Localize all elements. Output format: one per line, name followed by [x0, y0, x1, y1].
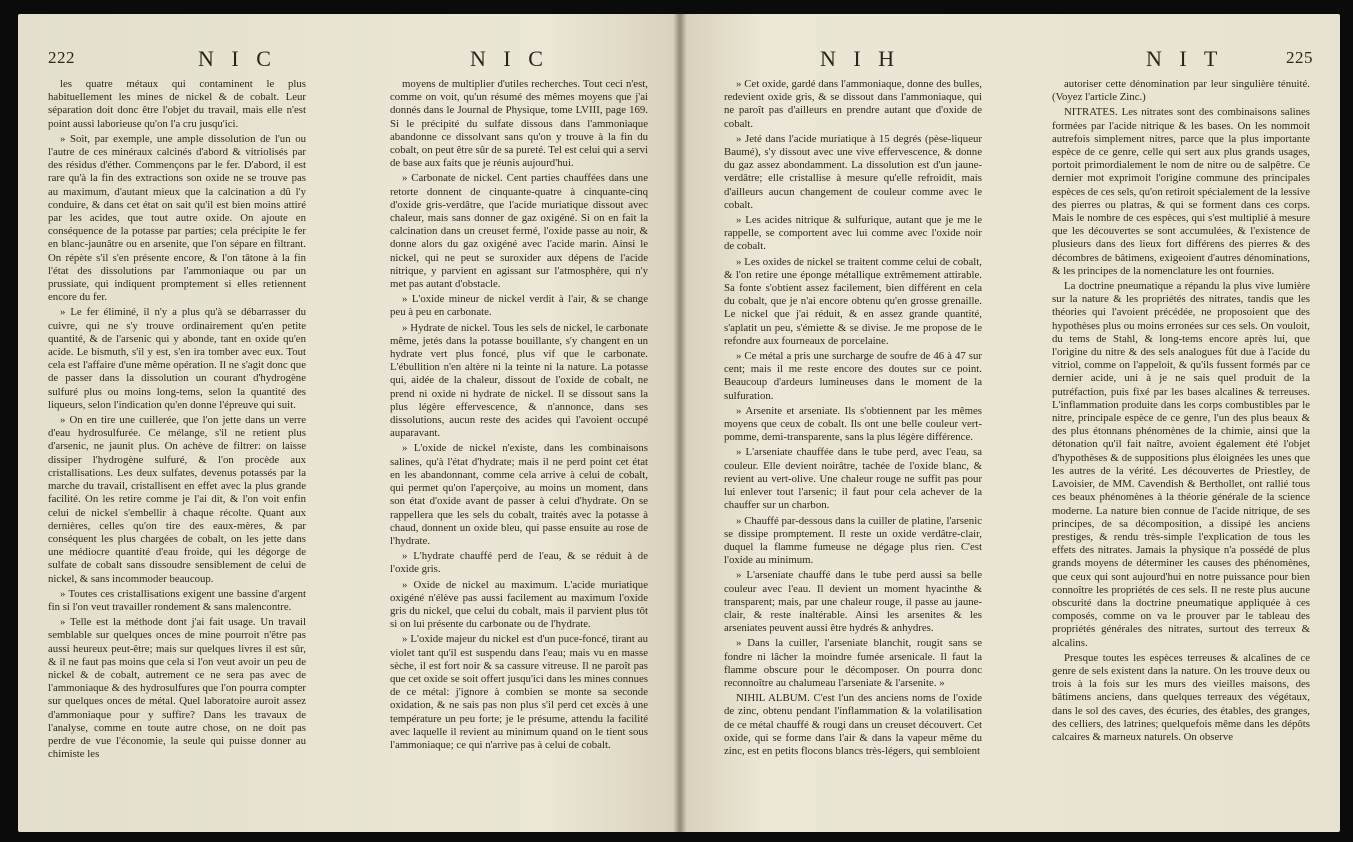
page-number-left: 222 — [48, 48, 75, 67]
right-page-column-1 — [724, 78, 982, 760]
paragraph: » Dans la cuiller, l'arseniate blanchit, rougit sans se fondre ni lâcher la moindre fumée arsenicale. Il faut la flamme obscure pour le décomposer. On pourra donc reconnoître au chalumeau l'arseniate & l'arsenite. » — [724, 637, 982, 689]
paragraph: » L'oxide majeur du nickel est d'un puce-foncé, tirant au violet tant qu'il est suspendu dans l'eau; mais vu en masse sèche, il est fort noir & sa cassure vitreuse. Il ne paroît pas que cet oxide se soit offert jusqu'ici dans les mines connues de ce métal: j'ignore à combien se monte sa seconde oxidation, & ne sais pas non plus s'il perd cet excès à une température un peu forte; je le présume, attendu la facilité avec laquelle il revient au minimum quand on le tient sous l'ammoniaque; ce qui n'arrive pas à celui de cobalt. — [390, 633, 648, 751]
right-page — [680, 14, 1340, 832]
paragraph: » Hydrate de nickel. Tous les sels de nickel, le carbonate même, jetés dans la potasse bouillante, s'y changent en un hydrate vert plus foncé, plus vif que le carbonate. L'ébullition n'en altère ni la teinte ni la nature. La potasse qui, aidée de la chaleur, dissout de l'oxide de cobalt, ne prend ni oxide ni hydrate de nickel. Il se dissout sans la plus légère effervescence, & n'annonce, dans ses dissolutions, aucun reste des acides qui l'avoient occupé auparavant. — [390, 321, 648, 440]
paragraph: » Cet oxide, gardé dans l'ammoniaque, donne des bulles, redevient oxide gris, & se dissout dans l'ammoniaque, qui ne paroît pas d'ailleurs en prendre autant que d'oxide de cobalt. — [724, 78, 982, 130]
paragraph: » Soit, par exemple, une ample dissolution de l'un ou l'autre de ces minéraux calcinés d'abord & vitriolisés par des résidus d'éther. Commençons par le fer. D'abord, il est rare qu'à la fin des extractions son oxide ne se trouve pas au maximum, d'autant mieux que la calcination a dû l'y conduire, & dans cet état on sait qu'il est bien moins attiré par les acides, que tout autre oxide. On ajoute en conséquence de la potasse par parties; cela précipite le fer en blanc-jaunâtre ou en arsenite, que l'on sépare en filtrant. On répète s'il s'en présente encore, & l'on tâtone à la fin l'état des dissolutions par l'ammoniaque ou par un prussiate, qui indiquent promptement si elles retiennent encore du fer. — [48, 132, 306, 304]
paragraph: NITRATES. Les nitrates sont des combinaisons salines formées par l'acide nitrique & les bases. On les nommoit autrefois simplement nitres, parce que la plus importante espèce de ce genre, celle qui sert aux plus grands usages, portoit primordialement le nom de nitre ou de salpêtre. Ce dernier mot exprimoit l'origine commune des principales espèces de ces sels, qu'on retiroit spécialement de la lessive des pierres ou platras, & qui se forment dans ces corps. Mais le nombre de ces espèces, qui s'est multiplié à mesure que les découvertes se sont accumulées, & l'existence de plusieurs dans des lieux fort différens des pierres & des décombres de bâtimens, exigeoient d'autres dénominations, & les principes de la nomenclature les ont fournies. — [1052, 106, 1310, 277]
paragraph: » Le fer éliminé, il n'y a plus qu'à se débarrasser du cuivre, qui ne s'y trouve ordinairement qu'en petite quantité, & de l'arsenic qui y abonde, tant en oxide qu'en acide. Le bismuth, s'il y est, s'en ira tomber avec eux. Tout cela est l'affaire d'une même opération. Il ne s'agit donc que de passer dans la dissolution un courant d'hydrogène sulfuré plus ou moins long-tems, selon la quantité des liqueurs, selon l'indication qu'en donne l'épreuve qui suit. — [48, 306, 306, 411]
paragraph: moyens de multiplier d'utiles recherches. Tout ceci n'est, comme on voit, qu'un résumé des mêmes moyens que j'ai donnés dans le Journal de Physique, tome LVIII, page 169. Si le précipité du sulfate dissous dans l'ammoniaque abandonne ce dissolvant sans qu'on y trouve à la fin du cobalt, on peut être sûr de sa pureté. Tel est celui qui a servi de base aux faits que je réunis aujourd'hui. — [390, 78, 648, 170]
running-head-right-b: N I T — [1146, 46, 1224, 71]
paragraph: » Les acides nitrique & sulfurique, autant que je me le rappelle, se comportent avec lui comme avec l'oxide noir de cobalt. — [724, 214, 982, 253]
left-page — [18, 14, 680, 832]
left-page-column-1 — [48, 78, 306, 763]
paragraph: » L'arseniate chauffée dans le tube perd, avec l'eau, sa couleur. Elle devient noirâtre, tachée de l'oxide blanc, & revient au vert-olive. Une chaleur rouge ne suffit pas pour lui enlever tout l'arsenic; il faut pour cela achever de la chauffer sur un charbon. — [724, 446, 982, 512]
running-head-right-a: N I H — [820, 46, 901, 71]
book-gutter — [673, 14, 687, 832]
right-page-column-2 — [1052, 78, 1310, 746]
paragraph: » L'oxide de nickel n'existe, dans les combinaisons salines, qu'à l'état d'hydrate; mais il ne perd point cet état en les abandonnant, comme cela arrive à celui de cobalt, qui permet qu'on l'aperçoive, au moins un moment, dans son état d'oxide avant de passer à celui d'hydrate. On se rappellera que les sels du cobalt, traités avec la potasse à chaud, donnent un oxide bleu, qui passe ensuite au rose de l'hydrate. — [390, 442, 648, 547]
paragraph: Presque toutes les espèces terreuses & alcalines de ce genre de sels existent dans la nature. On les trouve deux ou trois à la fois sur les murs des vieilles maisons, des bâtimens anciens, dans quelques terreaux des végétaux, dans le sol des caves, des écuries, des étables, des granges, des celliers, des latrines; quelquefois même dans les dépôts calcaires & marneux naturels. On observe — [1052, 651, 1310, 743]
paragraph: » L'hydrate chauffé perd de l'eau, & se réduit à de l'oxide gris. — [390, 550, 648, 576]
paragraph: NIHIL ALBUM. C'est l'un des anciens noms de l'oxide de zinc, obtenu pendant l'inflammation & la volatilisation de ce métal chauffé & rougi dans un creuset découvert. Cet oxide, qui se forme dans l'air & dans la vapeur même du zinc, est en petits flocons blancs très-légers, qui sembloient — [724, 692, 982, 757]
paragraph: » Telle est la méthode dont j'ai fait usage. Un travail semblable sur quelques onces de mine pourroit n'être pas aussi heureux peut-être; mais sur quelques livres il est sûr, & il ne faut pas moins que cela si l'on veut avoir un peu de nickel & de cobalt, autrement ce ne sera pas avec de l'ammoniaque & des hydrosulfures que l'on pourra compter sur quelques onces de métal. Quel laboratoire auroit assez d'ammoniaque pour y suffire? Dans les travaux de l'analyse, comme en toute autre chose, on ne doit pas perdre de vue l'économie, la seule qui puisse donner au chimiste les — [48, 616, 306, 761]
book-spread — [18, 14, 1340, 832]
right-page-header — [680, 46, 1340, 72]
paragraph: » Chauffé par-dessous dans la cuiller de platine, l'arsenic se dissipe promptement. Il reste un oxide verdâtre-clair, duquel la flamme fumeuse ne dégage plus rien. C'est l'oxide au minimum. — [724, 514, 982, 567]
page-number-right: 225 — [1286, 48, 1313, 67]
running-head-left-a: N I C — [198, 46, 277, 71]
paragraph: » Les oxides de nickel se traitent comme celui de cobalt, & l'on retire une éponge métallique extrêmement attirable. Sa fonte s'obtient assez facilement, bien différent en cela du cobalt, que je n'ai encore obtenu qu'en grosse grenaille. Le nickel que j'ai réduit, & en assez grande quantité, s'aplatit un peu, s'émiette & se divise. Je me propose de le refondre aux fourneaux de porcelaine. — [724, 255, 982, 347]
running-head-left-b: N I C — [470, 46, 549, 71]
paragraph: autoriser cette dénomination par leur singulière ténuité. (Voyez l'article Zinc.) — [1052, 78, 1310, 104]
paragraph: La doctrine pneumatique a répandu la plus vive lumière sur la nature & les propriétés des nitrates, tandis que les théories qui l'avoient précédée, ne proposoient que des hypothèses plus ou moins erronées sur ces sels. On vouloit, du tems de Stahl, & long-tems encore après lui, que l'origine du nitre & des sels analogues fût due à l'acide du vitriol, comme on l'appeloit, & qu'ils fussent formés par ce dernier acide, uni à je ne sais quel produit de la putréfaction, puis fixé par les bases alcalines & terreuses. L'inflammation produite dans les corps combustibles par le nitre, principale espèce de ce genre, l'un des plus beaux & des plus étonnans phénomènes de la chimie, ainsi que la détonation qu'il fait naître, avoient également été l'objet d'hypothèses & de suppositions plus éloignées les unes que les autres de la vérité. Les découvertes de Priestley, de Lavoisier, de MM. Cavendish & Berthollet, ont rallié tous ces beaux phénomènes à la théorie générale de la science moderne. La nature bien connue de l'acide nitrique, de ses principes, de sa décomposition, a dissipé les anciens prestiges, & rendu très-simple l'explication de tous les effets des nitrates. Jamais la physique n'a possédé de plus grands moyens de déterminer les causes des phénomènes, que ceux qui sont aujourd'hui en notre puissance pour bien connoître les propriétés de ces sels. Il ne reste plus aucune obscurité dans la doctrine pneumatique appliquée à ces composés, comme on va le prouver par le tableau des propriétés générales des nitrates, surtout des terreux & alcalins. — [1052, 280, 1310, 649]
paragraph: » Toutes ces cristallisations exigent une bassine d'argent fin si l'on veut travailler rondement & sans malencontre. — [48, 587, 306, 613]
paragraph: les quatre métaux qui contaminent le plus habituellement les mines de nickel & de cobalt. Leur séparation doit donc être l'objet du travail, mais elle n'est point aussi laborieuse qu'on l'a cru jusqu'ici. — [48, 78, 306, 130]
paragraph: » Carbonate de nickel. Cent parties chauffées dans une retorte donnent de cinquante-quatre à cinquante-cinq d'oxide gris-verdâtre, que l'acide muriatique dissout avec chaleur, mais sans donner de gaz oxigéné. Si on en fait la calcination dans un creuset fermé, l'oxide passe au noir, & donne alors du gaz oxigéné avec l'acide marin. Ainsi le nickel, qui ne peut se suroxider aux dépens de l'acide nitrique, y parvient en agissant sur l'atmosphère, qui n'y met pas autant d'obstacle. — [390, 172, 648, 291]
paragraph: » Arsenite et arseniate. Ils s'obtiennent par les mêmes moyens que ceux de cobalt. Ils ont une belle couleur vert-pomme, demi-transparente, sans la plus légère différence. — [724, 404, 982, 444]
paragraph: » On en tire une cuillerée, que l'on jette dans un verre d'eau hydrosulfurée. Ce mélange, s'il ne retient plus d'arsenic, ne jaunit plus. On achève de filtrer: on laisse dissiper l'hydrogène sulfuré, & l'on procède aux cristallisations. Les deux sulfates, devenus potassés par la marche du travail, cristallisent en effet avec la plus grande facilité. On les retire comme je l'ai dit, & l'on voit enfin celui de nickel s'embellir à chaque récolte. Quant aux dernières, celles qu'on tire des eaux-mères, & par conséquent les plus chargées de cobalt, on les jette dans une médiocre quantité d'eau froide, qui les dégorge de sulfate de cobalt sans dissoudre sensiblement de celui de nickel, & sans incommoder beaucoup. — [48, 414, 306, 585]
paragraph: » Ce métal a pris une surcharge de soufre de 46 à 47 sur cent; mais il me reste encore des doutes sur ce point. Beaucoup d'ardeurs lumineuses dans le moment de la sulfuration. — [724, 350, 982, 402]
paragraph: » L'arseniate chauffé dans le tube perd aussi sa belle couleur avec l'eau. Il devient un moment hyacinthe & transparent; mais, par une chaleur rouge, il passe au jaune-clair, & reste inaltérable. Ainsi les arsenites & les arseniates peuvent aussi être hydrés & anhydres. — [724, 569, 982, 635]
left-page-column-2 — [390, 78, 648, 754]
left-page-header — [18, 46, 680, 72]
paragraph: » L'oxide mineur de nickel verdit à l'air, & se change peu à peu en carbonate. — [390, 293, 648, 319]
paragraph: » Jeté dans l'acide muriatique à 15 degrés (pèse-liqueur Baumé), s'y dissout avec une vive effervescence, & donne du gaz assez abondamment. La dissolution est d'un jaune-verdâtre; elle cristallise à mesure qu'elle refroidit, mais d'ailleurs aucun changement de couleur comme avec le cobalt. — [724, 132, 982, 211]
paragraph: » Oxide de nickel au maximum. L'acide muriatique oxigéné n'élève pas aussi facilement au maximum l'oxide gris du nickel, que celui du cobalt, mais il parvient plus tôt si on lui présente du carbonate ou de l'hydrate. — [390, 578, 648, 631]
